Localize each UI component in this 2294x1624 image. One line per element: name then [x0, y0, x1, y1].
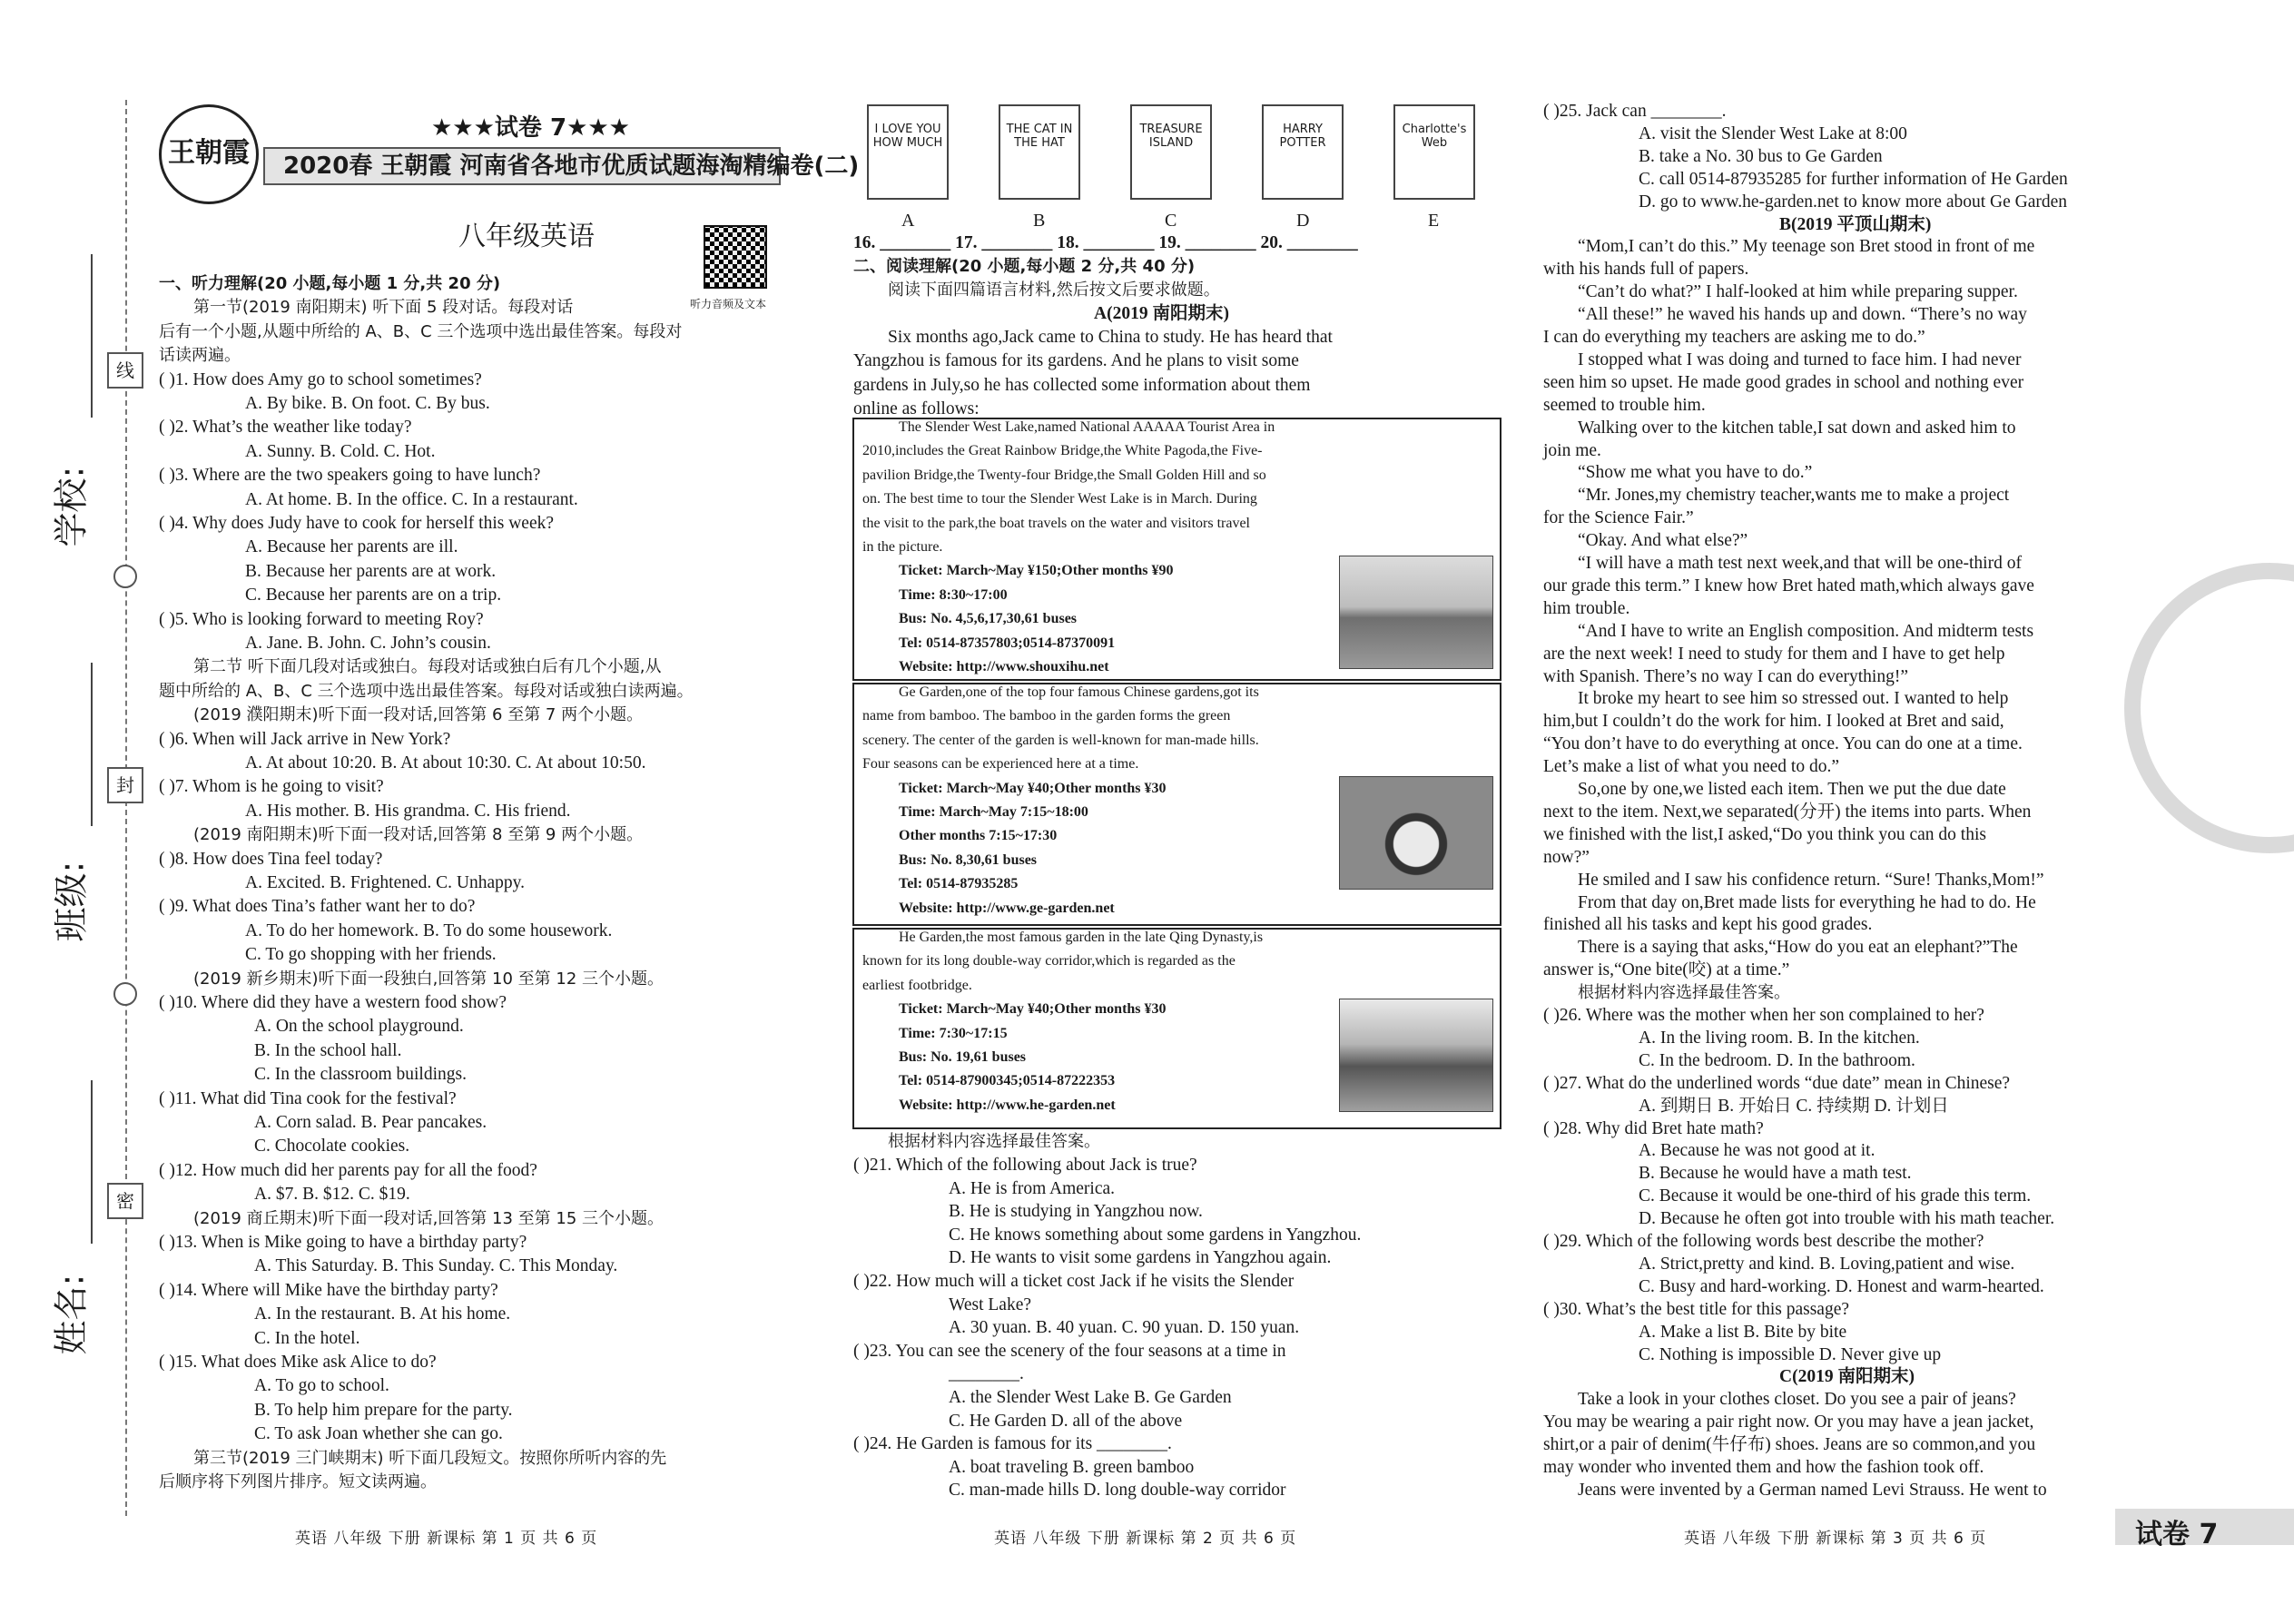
garden-desc-line: on. The best time to tour the Slender West Lake is in March. During: [862, 491, 1257, 507]
passage-line: may wonder who invented them and how the fashion took off.: [1543, 1458, 1984, 1477]
passage-line: finished all his tasks and kept his good grades.: [1543, 915, 1873, 935]
passage-line: Take a look in your clothes closet. Do you see a pair of jeans?: [1578, 1390, 2016, 1410]
passage-line: A. Make a list B. Bite by bite: [1639, 1322, 1847, 1342]
passage-line: It broke my heart to see him so stressed out. I wanted to help: [1578, 689, 2009, 709]
garden-info-line: Ticket: March~May ¥150;Other months ¥90: [899, 563, 1174, 579]
passage-line: C. In the bedroom. D. In the bathroom.: [1639, 1050, 1915, 1070]
question-line: 话读两遍。: [159, 346, 241, 366]
passage-line: A. Strict,pretty and kind. B. Loving,patient and wise.: [1639, 1254, 2015, 1274]
binding-hole: [113, 982, 137, 1006]
passage-line: I can do everything my teachers are asking me to do.”: [1543, 328, 1925, 347]
passage-line: So,one by one,we listed each item. Then we put the due date: [1578, 780, 2006, 799]
passage-line: him trouble.: [1543, 598, 1630, 618]
question-line: ( )12. How much did her parents pay for all the food?: [159, 1160, 537, 1180]
garden-info-line: Time: 8:30~17:00: [899, 586, 1008, 603]
passage-line: ( )30. What’s the best title for this passage?: [1543, 1299, 1850, 1319]
passage-line: ( )27. What do the underlined words “due date” mean in Chinese?: [1543, 1073, 2011, 1093]
question-line: C. He knows something about some gardens in Yangzhou.: [949, 1225, 1362, 1245]
question-line: (2019 新乡期末)听下面一段独白,回答第 10 至第 12 三个小题。: [193, 969, 664, 989]
passage-line: He smiled and I saw his confidence return. “Sure! Thanks,Mom!”: [1578, 870, 2044, 890]
garden-desc-line: pavilion Bridge,the Twenty-four Bridge,the Small Golden Hill and so: [862, 467, 1266, 483]
passage-line: gardens in July,so he has collected some information about them: [853, 375, 1311, 395]
passage-line: From that day on,Bret made lists for everything he had to do. He: [1578, 892, 2036, 912]
question-line: A. Corn salad. B. Pear pancakes.: [254, 1113, 487, 1132]
passage-line: him,but I couldn’t do the work for him. I looked at Bret and said,: [1543, 712, 2004, 732]
question-line: ( )10. Where did they have a western food show?: [159, 993, 507, 1012]
question-line: A. Excited. B. Frightened. C. Unhappy.: [245, 873, 525, 892]
question-line: ( )6. When will Jack arrive in New York?: [159, 729, 451, 749]
passage-title: A(2019 南阳期末): [1094, 304, 1229, 323]
question-line: ( )2. What’s the weather like today?: [159, 418, 412, 438]
question-line: ( )1. How does Amy go to school sometimes?: [159, 369, 482, 389]
question-line: A. Sunny. B. Cold. C. Hot.: [245, 441, 436, 461]
question-line: ( )14. Where will Mike have the birthday party?: [159, 1280, 498, 1300]
passage-line: C. call 0514-87935285 for further information of He Garden: [1639, 169, 2068, 189]
passage-line: “Can’t do what?” I half-looked at him while preparing supper.: [1578, 282, 2018, 302]
cut-mark-seal: 封: [107, 767, 143, 803]
brand-logo: 王朝霞: [159, 104, 259, 204]
passage-line: A. 到期日 B. 开始日 C. 持续期 D. 计划日: [1639, 1096, 1949, 1116]
passage-line: B. take a No. 30 bus to Ge Garden: [1639, 146, 1883, 166]
question-line: ( )24. He Garden is famous for its ________.: [853, 1434, 1172, 1454]
garden-desc-line: Four seasons can be experienced here at a time.: [862, 756, 1139, 773]
question-line: ( )11. What did Tina cook for the festival?: [159, 1088, 457, 1108]
garden-desc-line: in the picture.: [862, 539, 943, 555]
passage-line: ( )28. Why did Bret hate math?: [1543, 1118, 1764, 1138]
question-line: C. Chocolate cookies.: [254, 1137, 410, 1156]
passage-line: our grade this term.” I knew how Bret hated math,which always gave: [1543, 576, 2034, 595]
question-line: ( )3. Where are the two speakers going to have lunch?: [159, 466, 541, 486]
passage-line: C(2019 南阳期末): [1779, 1367, 1915, 1387]
question-line: A. On the school playground.: [254, 1017, 464, 1037]
garden-info-line: Website: http://www.he-garden.net: [899, 1097, 1116, 1113]
passage-line: seen him so upset. He made good grades in school and nothing ever: [1543, 372, 2024, 392]
book-cover-e: Charlotte's Web: [1393, 104, 1475, 200]
passage-line: B. Because he would have a math test.: [1639, 1164, 1912, 1184]
question-line: 题中所给的 A、B、C 三个选项中选出最佳答案。每段对话或独白读两遍。: [159, 681, 694, 701]
garden-info-line: Time: 7:30~17:15: [899, 1025, 1008, 1041]
passage-line: we finished with the list,I asked,“Do you think you can do this: [1543, 824, 1986, 844]
passage-line: next to the item. Next,we separated(分开) the items into parts. When: [1543, 802, 2032, 822]
passage-line: join me.: [1543, 440, 1601, 460]
binding-margin: [0, 0, 159, 1624]
garden-info-line: Bus: No. 8,30,61 buses: [899, 851, 1038, 868]
garden-info-line: Ticket: March~May ¥40;Other months ¥30: [899, 780, 1167, 796]
passage-line: ( )25. Jack can ________.: [1543, 102, 1727, 121]
passage-line: I stopped what I was doing and turned to face him. I had never: [1578, 349, 2022, 369]
garden-desc-line: the visit to the park,the boat travels on the water and visitors travel: [862, 515, 1250, 531]
passage-line: A. In the living room. B. In the kitchen.: [1639, 1028, 1920, 1048]
question-line: (2019 商丘期末)听下面一段对话,回答第 13 至第 15 三个小题。: [193, 1208, 664, 1228]
passage-line: There is a saying that asks,“How do you eat an elephant?”The: [1578, 938, 2018, 958]
question-line: A. He is from America.: [949, 1178, 1116, 1198]
book-cover-d: HARRY POTTER: [1262, 104, 1344, 200]
garden-desc-line: earliest footbridge.: [862, 977, 972, 993]
page-footer-2: 英语 八年级 下册 新课标 第 2 页 共 6 页: [994, 1530, 1297, 1548]
question-line: C. Because her parents are on a trip.: [245, 586, 502, 605]
garden-photo: [1339, 776, 1493, 890]
series-title: 2020春 王朝霞 河南省各地市优质试题海淘精编卷(二): [263, 147, 781, 185]
passage-line: are the next week! I need to study for them and I have to get help: [1543, 644, 2005, 664]
question-line: 第二节 听下面几段对话或独白。每段对话或独白后有几个小题,从: [193, 657, 662, 677]
passage-line: B(2019 平顶山期末): [1779, 214, 1932, 234]
book-cover-a: I LOVE YOU HOW MUCH: [867, 104, 949, 200]
question-line: C. man-made hills D. long double-way corridor: [949, 1481, 1286, 1501]
test-number: ★★★试卷 7★★★: [431, 114, 630, 142]
book-letter: E: [1428, 211, 1440, 231]
garden-info-line: Website: http://www.ge-garden.net: [899, 900, 1115, 916]
school-label: 学校:: [51, 466, 92, 547]
passage-line: “All these!” he waved his hands up and down. “There’s no way: [1578, 305, 2027, 325]
question-line: ( )5. Who is looking forward to meeting Roy?: [159, 609, 484, 629]
question-line: A. By bike. B. On foot. C. By bus.: [245, 394, 490, 413]
question-line: ( )13. When is Mike going to have a birthday party?: [159, 1233, 527, 1252]
book-letter: A: [901, 211, 915, 231]
name-blank: [91, 1080, 93, 1244]
question-line: A. His mother. B. His grandma. C. His friend.: [245, 801, 571, 821]
class-label: 班级:: [51, 861, 92, 942]
question-line: A. Because her parents are ill.: [245, 537, 458, 557]
passage-line: Yangzhou is famous for its gardens. And he plans to visit some: [853, 351, 1299, 371]
question-line: ( )9. What does Tina’s father want her to do?: [159, 897, 476, 917]
garden-info-line: Tel: 0514-87935285: [899, 876, 1019, 892]
passage-line: seemed to trouble him.: [1543, 395, 1706, 415]
question-line: B. In the school hall.: [254, 1040, 402, 1060]
passage-line: Jeans were invented by a German named Levi Strauss. He went to: [1578, 1480, 2047, 1500]
question-line: A. At about 10:20. B. At about 10:30. C. At about 10:50.: [245, 753, 646, 773]
question-line: ( )21. Which of the following about Jack is true?: [853, 1156, 1197, 1175]
question-line: D. He wants to visit some gardens in Yangzhou again.: [949, 1248, 1332, 1268]
question-line: A. To go to school.: [254, 1376, 389, 1396]
passage-line: A. Because he was not good at it.: [1639, 1141, 1876, 1161]
question-line: A. boat traveling B. green bamboo: [949, 1457, 1195, 1477]
passage-line: “Show me what you have to do.”: [1578, 463, 1813, 483]
question-line: ( )23. You can see the scenery of the four seasons at a time in: [853, 1341, 1286, 1361]
book-cover-b: THE CAT IN THE HAT: [999, 104, 1080, 200]
question-line: 一、听力理解(20 小题,每小题 1 分,共 20 分): [159, 274, 501, 293]
passage-line: “I will have a math test next week,and that will be one-third of: [1578, 554, 2022, 573]
school-blank: [91, 254, 93, 418]
question-line: C. In the classroom buildings.: [254, 1065, 467, 1085]
question-line: B. Because her parents are at work.: [245, 561, 497, 581]
name-label: 姓名:: [51, 1274, 92, 1355]
garden-info-line: Other months 7:15~17:30: [899, 828, 1058, 844]
passage-line: C. Busy and hard-working. D. Honest and warm-hearted.: [1639, 1276, 2044, 1296]
passage-line: with his hands full of papers.: [1543, 260, 1749, 280]
garden-info-line: Tel: 0514-87900345;0514-87222353: [899, 1073, 1116, 1089]
corner-label: 试卷 7: [2135, 1519, 2219, 1550]
passage-line: Walking over to the kitchen table,I sat down and asked him to: [1578, 418, 2016, 438]
passage-line: online as follows:: [853, 399, 980, 419]
question-line: A. At home. B. In the office. C. In a restaurant.: [245, 489, 578, 509]
question-line: ( )8. How does Tina feel today?: [159, 849, 383, 869]
cut-mark-line: 线: [107, 352, 143, 389]
question-line: 后有一个小题,从题中所给的 A、B、C 三个选项中选出最佳答案。每段对: [159, 321, 683, 341]
garden-desc-line: known for its long double-way corridor,which is regarded as the: [862, 953, 1236, 969]
question-line: B. He is studying in Yangzhou now.: [949, 1202, 1203, 1222]
passage-line: Let’s make a list of what you need to do.”: [1543, 757, 1839, 777]
column-reading-bc: [1543, 0, 2201, 1624]
page-footer-3: 英语 八年级 下册 新课标 第 3 页 共 6 页: [1684, 1530, 1987, 1548]
passage-line: “Okay. And what else?”: [1578, 531, 1748, 551]
question-line: C. To go shopping with her friends.: [245, 945, 497, 965]
passage-line: D. go to www.he-garden.net to know more about Ge Garden: [1639, 192, 2068, 212]
question-line: B. To help him prepare for the party.: [254, 1400, 513, 1420]
book-letter: D: [1296, 211, 1310, 231]
passage-line: for the Science Fair.”: [1543, 508, 1694, 528]
passage-line: with Spanish. There’s no way I can do everything!”: [1543, 666, 1908, 686]
page-footer-1: 英语 八年级 下册 新课标 第 1 页 共 6 页: [295, 1530, 598, 1548]
garden-desc-line: The Slender West Lake,named National AAAAA Tourist Area in: [899, 419, 1275, 435]
question-line: A. $7. B. $12. C. $19.: [254, 1185, 410, 1205]
garden-desc-line: scenery. The center of the garden is well-known for man-made hills.: [862, 732, 1259, 748]
garden-photo: [1339, 999, 1493, 1112]
question-line: A. In the restaurant. B. At his home.: [254, 1304, 511, 1324]
instruction: 根据材料内容选择最佳答案。: [888, 1132, 1100, 1151]
passage-line: You may be wearing a pair right now. Or you may have a jean jacket,: [1543, 1412, 2034, 1432]
binding-hole: [113, 565, 137, 588]
question-line: A. 30 yuan. B. 40 yuan. C. 90 yuan. D. 150 yuan.: [949, 1318, 1300, 1338]
column-listening: [159, 0, 822, 1624]
question-line: (2019 南阳期末)听下面一段对话,回答第 8 至第 9 两个小题。: [193, 825, 644, 845]
question-line: A. This Saturday. B. This Sunday. C. This Monday.: [254, 1256, 618, 1276]
class-blank: [91, 663, 93, 826]
question-line: 第一节(2019 南阳期末) 听下面 5 段对话。每段对话: [193, 298, 574, 318]
question-line: ________.: [949, 1364, 1024, 1384]
passage-line: shirt,or a pair of denim(牛仔布) shoes. Jeans are so common,and you: [1543, 1435, 2036, 1455]
question-line: (2019 濮阳期末)听下面一段对话,回答第 6 至第 7 两个小题。: [193, 705, 644, 725]
garden-info-line: Ticket: March~May ¥40;Other months ¥30: [899, 1001, 1167, 1018]
question-line: ( )7. Whom is he going to visit?: [159, 777, 384, 797]
garden-desc-line: Ge Garden,one of the top four famous Chinese gardens,got its: [899, 684, 1259, 700]
section-heading: 二、阅读理解(20 小题,每小题 2 分,共 40 分): [853, 257, 1196, 276]
garden-photo: [1339, 556, 1493, 669]
passage-line: “And I have to write an English composition. And midterm tests: [1578, 621, 2034, 641]
garden-info-line: Website: http://www.shouxihu.net: [899, 659, 1109, 674]
cut-mark-dense: 密: [107, 1183, 143, 1219]
book-letter: B: [1033, 211, 1046, 231]
cut-line: [125, 100, 127, 1516]
passage-line: “Mom,I can’t do this.” My teenage son Bret stood in front of me: [1578, 237, 2035, 257]
passage-line: now?”: [1543, 847, 1590, 867]
section-instruction: 阅读下面四篇语言材料,然后按文后要求做题。: [888, 281, 1220, 300]
question-line: 后顺序将下列图片排序。短文读两遍。: [159, 1472, 437, 1491]
passage-line: 根据材料内容选择最佳答案。: [1578, 983, 1790, 1003]
answer-blanks: 16. ________ 17. ________ 18. ________ 19. ________ 20. ________: [853, 233, 1358, 252]
garden-info-line: Time: March~May 7:15~18:00: [899, 804, 1088, 820]
question-line: ( )15. What does Mike ask Alice to do?: [159, 1353, 437, 1372]
passage-line: D. Because he often got into trouble with his math teacher.: [1639, 1209, 2055, 1229]
book-cover-c: TREASURE ISLAND: [1130, 104, 1212, 200]
question-line: ( )4. Why does Judy have to cook for herself this week?: [159, 514, 555, 533]
garden-desc-line: 2010,includes the Great Rainbow Bridge,the White Pagoda,the Five-: [862, 443, 1263, 459]
passage-line: Six months ago,Jack came to China to study. He has heard that: [888, 328, 1333, 347]
question-line: C. In the hotel.: [254, 1328, 360, 1348]
question-line: A. the Slender West Lake B. Ge Garden: [949, 1388, 1232, 1407]
garden-info-line: Bus: No. 19,61 buses: [899, 1049, 1027, 1065]
question-line: A. To do her homework. B. To do some housework.: [245, 920, 613, 940]
qr-caption: 听力音频及文本: [690, 298, 767, 310]
garden-desc-line: name from bamboo. The bamboo in the garden forms the green: [862, 708, 1231, 724]
passage-line: “Mr. Jones,my chemistry teacher,wants me to make a project: [1578, 486, 2010, 506]
question-line: C. To ask Joan whether she can go.: [254, 1424, 503, 1444]
subject-title: 八年级英语: [458, 221, 595, 252]
question-line: C. He Garden D. all of the above: [949, 1411, 1183, 1431]
passage-line: “You don’t have to do everything at once. You can do one at a time.: [1543, 734, 2023, 754]
passage-line: A. visit the Slender West Lake at 8:00: [1639, 123, 1907, 143]
question-line: A. Jane. B. John. C. John’s cousin.: [245, 634, 491, 653]
question-line: West Lake?: [949, 1294, 1032, 1314]
question-line: ( )22. How much will a ticket cost Jack if he visits the Slender: [853, 1272, 1295, 1291]
book-letter: C: [1165, 211, 1177, 231]
question-line: 第三节(2019 三门峡期末) 听下面几段短文。按照你所听内容的先: [193, 1448, 667, 1468]
passage-line: ( )26. Where was the mother when her son complained to her?: [1543, 1006, 1984, 1025]
garden-info-line: Bus: No. 4,5,6,17,30,61 buses: [899, 611, 1078, 627]
passage-line: answer is,“One bite(咬) at a time.”: [1543, 960, 1790, 980]
passage-line: C. Nothing is impossible D. Never give up: [1639, 1344, 1942, 1364]
passage-line: ( )29. Which of the following words best describe the mother?: [1543, 1232, 1984, 1251]
passage-line: C. Because it would be one-third of his grade this term.: [1639, 1186, 2032, 1206]
garden-info-line: Tel: 0514-87357803;0514-87370091: [899, 635, 1116, 651]
garden-desc-line: He Garden,the most famous garden in the late Qing Dynasty,is: [899, 930, 1264, 945]
